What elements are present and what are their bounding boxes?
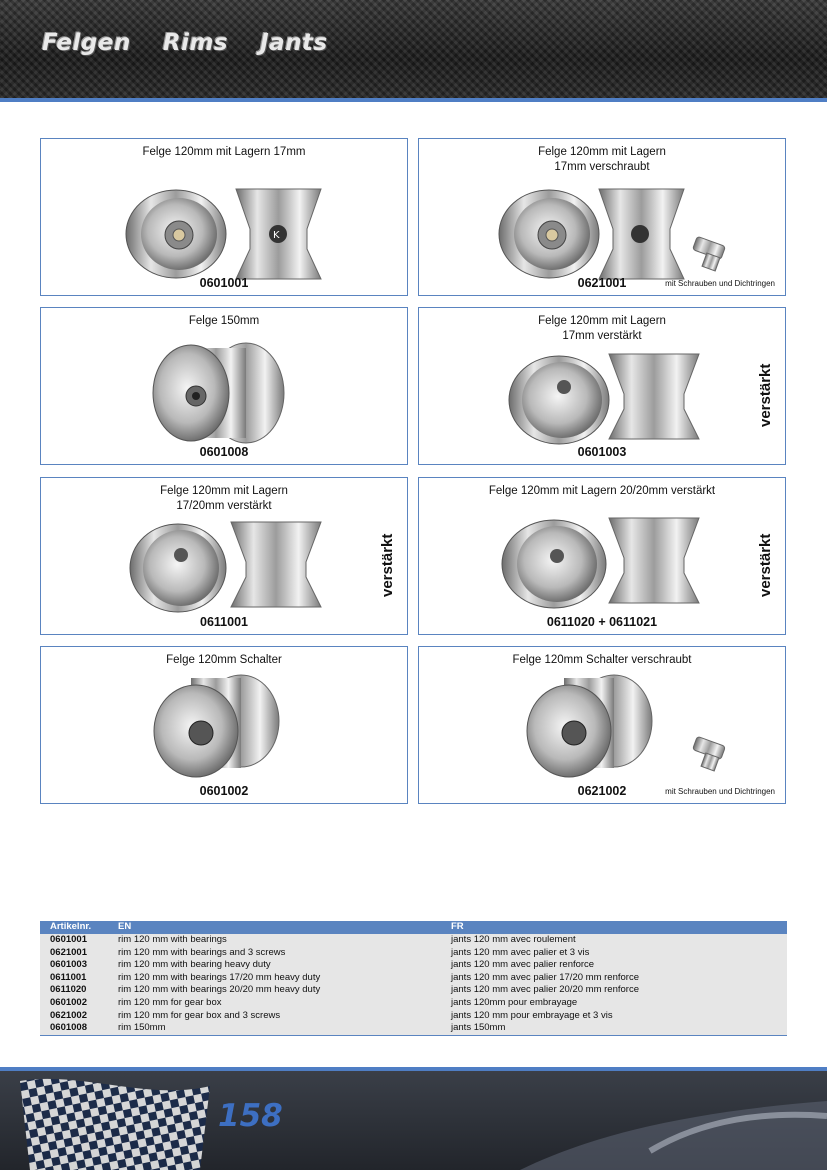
title-felgen: Felgen — [42, 30, 131, 56]
product-code: 0611020 + 0611021 — [546, 615, 658, 629]
column-header-article: Artikelnr. — [40, 921, 108, 934]
rim-image — [499, 516, 719, 616]
description-fr: jants 120mm pour embrayage — [441, 997, 787, 1010]
reinforced-label: verstärkt — [757, 363, 774, 427]
product-card — [40, 646, 408, 804]
reinforced-label: verstärkt — [757, 533, 774, 597]
page-number: 158 — [218, 1098, 283, 1134]
product-title: Felge 120mm mit Lagern 17mm verschraubt — [538, 146, 666, 173]
product-note: mit Schrauben und Dichtringen — [665, 279, 775, 288]
description-fr: jants 120 mm avec palier renforce — [441, 959, 787, 972]
product-card — [40, 138, 408, 296]
column-header-fr: FR — [441, 921, 787, 934]
table-header-row — [40, 921, 787, 934]
product-title: Felge 120mm mit Lagern 17mm verstärkt — [538, 315, 666, 342]
checkered-flag-graphic — [0, 1071, 827, 1170]
article-number: 0611001 — [40, 972, 108, 985]
description-en: rim 120 mm for gear box — [108, 997, 441, 1010]
description-fr: jants 120 mm avec palier 20/20 mm renforce — [441, 984, 787, 997]
description-en: rim 120 mm with bearings — [108, 934, 441, 947]
product-code: 0621001 — [577, 276, 627, 290]
description-en: rim 150mm — [108, 1022, 441, 1035]
rim-image — [504, 352, 724, 452]
rim-image — [146, 338, 286, 448]
article-number: 0621001 — [40, 947, 108, 960]
header-divider — [0, 98, 827, 102]
table-row — [40, 947, 787, 960]
table-row — [40, 1010, 787, 1023]
article-number: 0601002 — [40, 997, 108, 1010]
table-row — [40, 972, 787, 985]
product-title: Felge 120mm Schalter verschraubt — [512, 654, 692, 666]
description-en: rim 120 mm for gear box and 3 screws — [108, 1010, 441, 1023]
product-title: Felge 150mm — [188, 315, 260, 327]
table-row — [40, 997, 787, 1010]
description-en: rim 120 mm with bearings 17/20 mm heavy duty — [108, 972, 441, 985]
description-en: rim 120 mm with bearing heavy duty — [108, 959, 441, 972]
description-en: rim 120 mm with bearings and 3 screws — [108, 947, 441, 960]
title-jants: Jants — [260, 30, 328, 56]
title-rims: Rims — [162, 30, 229, 56]
rim-image — [146, 673, 286, 783]
product-card — [418, 307, 786, 465]
product-code: 0611001 — [200, 615, 248, 629]
table-row — [40, 934, 787, 947]
table-row — [40, 959, 787, 972]
description-fr: jants 150mm — [441, 1022, 787, 1035]
product-card — [418, 646, 786, 804]
article-number: 0601003 — [40, 959, 108, 972]
product-card — [40, 477, 408, 635]
rim-image — [121, 179, 361, 289]
description-fr: jants 120 mm avec palier et 3 vis — [441, 947, 787, 960]
rim-image — [519, 673, 749, 783]
table-row — [40, 1022, 787, 1035]
table-row — [40, 984, 787, 997]
product-card — [40, 307, 408, 465]
svg-text:K: K — [273, 230, 280, 241]
article-number: 0601008 — [40, 1022, 108, 1035]
footer-banner — [0, 1071, 827, 1170]
product-title: Felge 120mm mit Lagern 20/20mm verstärkt — [488, 485, 716, 497]
product-code: 0601002 — [199, 784, 249, 798]
description-fr: jants 120 mm avec roulement — [441, 934, 787, 947]
rim-image — [494, 179, 744, 289]
product-code: 0621002 — [577, 784, 627, 798]
rim-image — [126, 520, 336, 620]
article-number: 0611020 — [40, 984, 108, 997]
article-number: 0621002 — [40, 1010, 108, 1023]
product-code: 0601003 — [577, 445, 627, 459]
product-note: mit Schrauben und Dichtringen — [665, 787, 775, 796]
product-code: 0601001 — [199, 276, 249, 290]
product-title: Felge 120mm mit Lagern 17/20mm verstärkt — [160, 485, 288, 512]
description-fr: jants 120 mm pour embrayage et 3 vis — [441, 1010, 787, 1023]
header-titles — [42, 30, 328, 56]
product-title: Felge 120mm Schalter — [166, 654, 282, 666]
column-header-en: EN — [108, 921, 441, 934]
product-code: 0601008 — [199, 445, 249, 459]
product-card — [418, 138, 786, 296]
description-fr: jants 120 mm avec palier 17/20 mm renforce — [441, 972, 787, 985]
article-number: 0601001 — [40, 934, 108, 947]
reinforced-label: verstärkt — [379, 533, 396, 597]
header-banner — [0, 0, 827, 98]
article-table — [40, 921, 787, 1036]
description-en: rim 120 mm with bearings 20/20 mm heavy duty — [108, 984, 441, 997]
product-card — [418, 477, 786, 635]
product-title: Felge 120mm mit Lagern 17mm — [142, 146, 306, 158]
